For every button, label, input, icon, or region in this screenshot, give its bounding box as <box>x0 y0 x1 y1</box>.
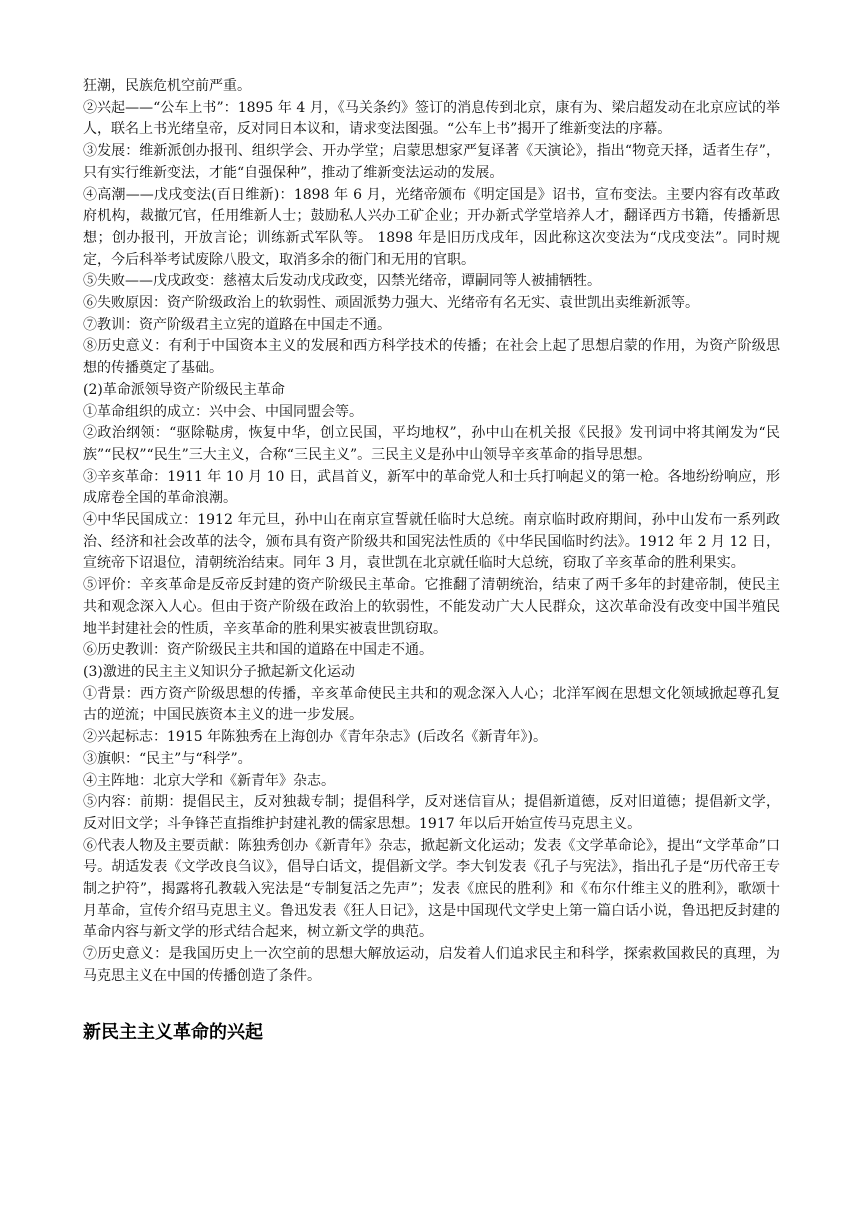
paragraph: ③辛亥革命：1911 年 10 月 10 日，武昌首义，新军中的革命党人和士兵打响起义的第一枪。各地纷纷响应，形成席卷全国的革命浪潮。 <box>83 468 780 507</box>
paragraph: 狂潮，民族危机空前严重。 <box>83 78 251 94</box>
paragraph: ③发展：维新派创办报刊、组织学会、开办学堂；启蒙思想家严复译著《天演论》，指出“物竞天择，适者生存”，只有实行维新变法，才能“自强保种”，推动了维新变法运动的发展。 <box>83 143 780 181</box>
section-title: (2)革命派领导资产阶级民主革命 <box>83 381 285 398</box>
paragraph: ①背景：西方资产阶级思想的传播，辛亥革命使民主共和的观念深入人心；北洋军阀在思想文化领域掀起尊孔复古的逆流；中国民族资本主义的进一步发展。 <box>83 685 780 724</box>
paragraph: ⑤失败——戊戌政变：慈禧太后发动戊戌政变，囚禁光绪帝，谭嗣同等人被捕牺牲。 <box>83 273 601 290</box>
paragraph: ②政治纲领：“驱除鞑虏，恢复中华，创立民国，平均地权”，孙中山在机关报《民报》发刊词中将其阐发为“民族”“民权”“民生”三大主义，合称“三民主义”。三民主义是孙中山领导辛亥革命的指导思想。 <box>83 425 780 463</box>
paragraph: ⑦教训：资产阶级君主立宪的道路在中国走不通。 <box>83 316 391 333</box>
paragraph: ⑦历史意义：是我国历史上一次空前的思想大解放运动，启发着人们追求民主和科学，探索救国救民的真理，为马克思主义在中国的传播创造了条件。 <box>83 946 780 984</box>
paragraph: ④主阵地：北京大学和《新青年》杂志。 <box>83 772 335 789</box>
paragraph: ③旗帜：“民主”与“科学”。 <box>83 750 252 767</box>
paragraph: ④中华民国成立：1912 年元旦，孙中山在南京宣誓就任临时大总统。南京临时政府期间，孙中山发布一系列政治、经济和社会改革的法令，颁布具有资产阶级共和国宪法性质的《中华民国临时约法》。1912 年 2 月 12 日，宣统帝下诏退位，清朝统治结束。同年 3 月，袁世凯在北京就任临时大总统，窃取了辛亥革命的胜利果实。 <box>83 512 780 572</box>
paragraph: ④高潮——戊戌变法(百日维新)：1898 年 6 月，光绪帝颁布《明定国是》诏书，宣布变法。主要内容有改革政府机构，裁撤冗官，任用维新人士；鼓励私人兴办工矿企业；开办新式学堂培养人才，翻译西方书籍，传播新思想；创办报刊，开放言论；训练新式军队等。 1898 年是旧历戊戌年，因此称这次变法为“戊戌变法”。同时规定，今后科举考试废除八股文，取消多余的衙门和无用的官职。 <box>83 186 780 268</box>
chapter-heading: 新民主主义革命的兴起 <box>83 1021 263 1043</box>
paragraph: ⑤内容：前期：提倡民主，反对独裁专制；提倡科学，反对迷信盲从；提倡新道德，反对旧道德；提倡新文学，反对旧文学；斗争锋芒直指维护封建礼教的儒家思想。1917 年以后开始宣传马克思主义。 <box>83 794 780 832</box>
paragraph: ⑥代表人物及主要贡献：陈独秀创办《新青年》杂志，掀起新文化运动；发表《文学革命论》，提出“文学革命”口号。胡适发表《文学改良刍议》，倡导白话文，提倡新文学。李大钊发表《孔子与宪法》，指出孔子是“历代帝王专制之护符”，揭露将孔教载入宪法是“专制复活之先声”；发表《庶民的胜利》和《布尔什维主义的胜利》，歌颂十月革命，宣传介绍马克思主义。鲁迅发表《狂人日记》，这是中国现代文学史上第一篇白话小说，鲁迅把反封建的革命内容与新文学的形式结合起来，树立新文学的典范。 <box>83 837 780 941</box>
paragraph: ②兴起标志：1915 年陈独秀在上海创办《青年杂志》(后改名《新青年》)。 <box>83 729 548 746</box>
paragraph: ⑥失败原因：资产阶级政治上的软弱性、顽固派势力强大、光绪帝有名无实、袁世凯出卖维新派等。 <box>83 295 699 312</box>
section-title: (3)激进的民主主义知识分子掀起新文化运动 <box>83 663 355 680</box>
paragraph: ⑤评价：辛亥革命是反帝反封建的资产阶级民主革命。它推翻了清朝统治，结束了两千多年的封建帝制，使民主共和观念深入人心。但由于资产阶级在政治上的软弱性，不能发动广大人民群众，这次革命没有改变中国半殖民地半封建社会的性质，辛亥革命的胜利果实被袁世凯窃取。 <box>83 577 780 637</box>
paragraph: ⑥历史教训：资产阶级民主共和国的道路在中国走不通。 <box>83 642 433 659</box>
paragraph: ②兴起——“公车上书”：1895 年 4 月，《马关条约》签订的消息传到北京，康有为、梁启超发动在北京应试的举人，联名上书光绪皇帝，反对同日本议和，请求变法图强。“公车上书”揭开了维新变法的序幕。 <box>83 99 780 138</box>
document-body <box>83 76 780 1046</box>
paragraph: ⑧历史意义：有利于中国资本主义的发展和西方科学技术的传播；在社会上起了思想启蒙的作用，为资产阶级思想的传播奠定了基础。 <box>83 338 780 377</box>
paragraph: ①革命组织的成立：兴中会、中国同盟会等。 <box>83 403 363 420</box>
